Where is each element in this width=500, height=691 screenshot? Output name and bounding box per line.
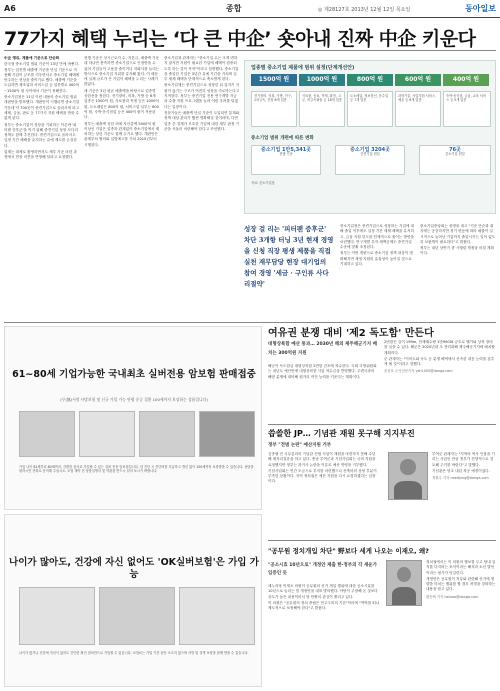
story-headline: 씁쓸한 JP… 기념관 재원 못구해 지지부진 (268, 429, 415, 438)
band-label: 600억 원 (395, 74, 441, 86)
ad-body: 가입 나이 61세부터 80세까지, 간편한 심사로 가입할 수 있는 실버 전용 암보험입니다. 암 진단 시 진단비를 지급하고 갱신 없이 100세까지 보장받을 수 있습니다. 상담을 원하시면 전화로 문의해 주십시오. 보험 계약 전 상품설명서 및 약관을 반드시 읽어 보시기 바랍니다. (19, 465, 254, 474)
story-2-body-a: 김종필 전 국무총리의 기념관 건립 사업이 재원을 마련하지 못해 수년째 제자리걸음을 하고 있다. 충남 부여군과 기념사업회는 국비 지원을 요청했지만 정부는 과거사 논란을 이유로 예산 반영을 거부했다. 기념사업회는 민간 모금으로 부지를 마련했으나 건축비의 상당 부분이 부족한 상황이다. 지역 정치권은 예산 지원을 다시 요청하겠다는 입장이다. (268, 452, 377, 484)
band-label: 800억 원 (347, 74, 393, 86)
article-column-2: 현행 기준은 상시근로자 수, 자본금, 매출액 가운데 하나만 충족하면 중소기업으로 인정받을 수 있어 기업들이 고용을 줄이거나 자회사를 늘리는 방식으로 중소기업 지위를 유지해 왔다. 이 때문에 실제 규모가 큰 기업이 혜택을 누리는 사례가 많았다. 새 기준은 3년 평균 매출액을 바탕으로 업종별 상한선을 정한다. 전기장비, 의복, 가방 등 6개 업종은 1500억 원, 식료품과 목재 등은 1000억 원, 도소매업은 800억 원, 서비스업 일부는 600억 원, 숙박·음식점업 등은 400억 원이 적용된다. 정부는 매출액 상한 외에 자산총액 5000억 원 이상인 기업은 업종과 관계없이 중소기업에서 제외하는 상한 기준도 함께 두기로 했다. 개편안은 관계부처 협의와 입법예고를 거쳐 2015년부터 시행된다. (84, 56, 160, 147)
byline: 황승택 기자 hstneo@donga.com (426, 594, 479, 599)
byline: 정원수 기자 needjung@donga.com (432, 476, 489, 481)
industry-box: 숙박·음식점, 금융, 교육 서비스 등 5개 업종 (443, 91, 491, 127)
industry-box: 과학기술, 사업지원 서비스, 예술 등 6개 업종 (395, 91, 441, 127)
story-subheadline: 정부 "전범 논란" 예산지원 거부 (268, 443, 332, 448)
ad-photo (99, 587, 175, 645)
figure-value: 76곳 (449, 147, 461, 153)
divider (268, 424, 496, 425)
industry-box: 식료품, 음료, 목재, 화학, 고무, 비금속광물 등 18개 업종 (299, 91, 345, 127)
band-label: 1500억 원 (251, 74, 297, 86)
main-headline: 77가지 혜택 누리는 ‘다 큰 中企’ 숏아내 진짜 中企 키운다 (4, 28, 476, 50)
figure-value: 중소기업 1만5,341곳 (260, 147, 312, 153)
story-2-body-b: 부여군 관계자는 "지역의 역사 인물을 기리는 사업인 만큼 정부가 전향적으로 검토해 주기를 바란다"고 말했다. 기념관은 당초 내년 착공 예정이었다. 정원수 기자 needjung@donga.com (432, 452, 495, 481)
byline: 윤상호 군사전문기자 ysh1005@donga.com (384, 369, 453, 374)
page-number: A6 (4, 4, 16, 13)
figure-box: 중소기업 3204곳 중견기업 편입 (335, 145, 405, 175)
ad-photo (139, 411, 195, 457)
ad-photo (19, 411, 75, 457)
band-label: 1000억 원 (299, 74, 345, 86)
industry-box: 도소매업, 정보통신, 운수업 등 7개 업종 (347, 91, 393, 127)
article-column-1: 中企 명위, 제품에 기준으로 단순화 한국형 중소기업 범위 기준이 13년 만에 바뀐다. 정부는 업종별 매출액 기준을 단일 기준으로 적용해 기업이 규모를 키우면서도 중소기업 혜택에 안주하는 현상을 줄이기로 했다. 매출액 기준을 도입하면 제조업과 서비스업 등 업종별로 400억~1500억 원 사이에서 기준이 정해진다. 중소기업청은 11일 이런 내용의 중소기업 범위 개편안을 발표했다. 개편안이 시행되면 중소기업 가운데 약 700곳이 중견기업으로 올라서게 되고 세제, 금융, 판로 등 77가지 지원 혜택을 받을 수 없게 된다. 정부는 중소기업이 성장을 기피하는 이른바 '피터팬 증후군'을 막기 위해 중견기업 성장 사다리 정책도 함께 추진한다. 중견기업으로 올라서도 일정 기간 혜택을 유지하는 유예 제도를 손질한다. 업계는 대체로 환영하면서도 세부 기준 마련 과정에서 현장 의견을 반영해 달라고 요청했다. (4, 56, 80, 160)
story-3-body-a: 새누리당 이재오 의원이 공무원의 선거 개입 행위에 대한 공소시효를 10년으로 늘리는 법 개정안을 대표 발의했다. 야당이 주장해 온 것보다 강도가 높은 내용이어서 당 안팎의 관심이 쏠리고 있다. 이 의원은 "공무원의 정치 중립은 민주주의의 기본"이라며 "여야를 떠나 제도적으로 보장해야 한다"고 밝혔다. (268, 584, 380, 611)
infographic-title: 업종별 중소기업 제품에 범위 설정(단계개선안) (251, 65, 355, 71)
figure-box: 76곳 중소기업 편입 (419, 145, 491, 175)
ad-photo (179, 587, 255, 645)
ad-body: 나이가 많거나 건강에 자신이 없어도 간단한 확인 절차만으로 가입할 수 있습니다. 보험료는 가입 기간 동안 오르지 않으며 사망 및 질병 보장을 함께 받을 수 있습니다. (19, 651, 249, 655)
divider (4, 322, 496, 323)
infographic (244, 60, 496, 214)
article-column-4: 중소기업청은 중견기업으로 성장하는 기업에 대해 졸업 이후에도 일정 기간 세제 혜택을 유지하고, 금융 지원 한도를 단계적으로 줄이는 방안을 마련했다. 연구개발 투자 세액공제도 중견기업 수준에 맞춰 조정된다. 정부는 이번 개편으로 중소기업 정책 대상이 명확해지면 재정 지원의 효율성이 높아질 것으로 기대하고 있다. (340, 224, 414, 267)
industry-box: 전기장비, 의복, 가방, 가구, 1차금속, 전장 6개 업종 (251, 91, 297, 127)
story-headline: "공무원 정치개입 차단" 野보다 세게 나오는 이재오, 왜? (268, 547, 429, 555)
story-1-body-a: 해군이 독도함급 대형상륙함 2번함 건조에 착수한다. 국회 국방위원회는 내년도 예산안에 대형상륙함 사업 착수금을 반영했다. 주변국과의 해양 분쟁에 대비해 원거리 작전 능력을 키운다는 계획이다. (268, 364, 377, 379)
story-subheadline: 대형상륙함 예산 통과… 2030년 해외 제주해군기지 배치는 300억원 지원 (268, 342, 378, 356)
article-column-3: 중소기업청 관계자는 "중소기업 수는 크게 변하지 않지만 지원이 필요한 기업에 혜택이 집중되도록 하는 것이 목적"이라고 설명했다. 중소기업을 졸업한 기업은 3년간 유예 기간을 거치며 일부 세제 혜택을 단계적으로 축소받게 된다. 중소기업계는 중견기업으로 성장한 뒤 갑자기 지원이 끊기는 구조가 여전히 성장을 가로막는다고 지적한다. 정부는 중견기업 전용 연구개발 자금과 수출 지원 프로그램을 늘려 이런 우려를 덜겠다는 입장이다. 전문가들은 매출액 단일 기준이 도입되면 통계와 정책 대상 관리가 훨씬 명확해질 것이라며, 다만 업종 간 경계가 모호한 기업에 대한 세부 판정 기준을 서둘러 마련해야 한다고 조언했다. (164, 56, 240, 131)
figure-box: 중소기업 1만5,341곳 현행 기준 (251, 145, 321, 175)
article-deck: 中企 명위, 제품에 기준으로 단순화 (4, 56, 60, 60)
divider (268, 540, 496, 541)
infographic-subtitle: 중소기업 범위 개편에 따른 변화 (251, 136, 314, 141)
pull-quote: 성장 걸 리는 '피터팬 증후군' 차단 3개항 터닝 3년 현재 경영을 신청 직장 평생 제품을 직접 실천 재무담당 현장 대기업의 참여 경영 '세금 · 구인류 사다리절약' (244, 225, 334, 288)
source-note: 자료: 중소기업청 (251, 181, 275, 185)
story-headline: 여유권 분쟁 대비 '제2 독도함' 만든다 (268, 328, 434, 339)
ad-headline: 61~80세 기업가능한 국내최초 실버전용 암보험 판매접중 (12, 369, 256, 380)
ad-photo (79, 411, 135, 457)
band-label: 400억 원 (443, 74, 489, 86)
newspaper-logo: 동아일보 (465, 3, 496, 13)
revenue-band (251, 74, 491, 86)
article-column-5: 중소기업중앙회는 성명을 내고 "기준 단순화 취지에는 공감하지만 경기 변동에 따라 매출이 일시적으로 늘어난 기업까지 졸업시키는 일이 없도록 보완책이 필요하다"고 밝혔다. 정부는 내년 상반기 중 시행령 개정을 마칠 계획이다. (420, 224, 496, 256)
issue-date: ◎ 제28127호 2013년 12월 12일 목요일 (318, 7, 411, 13)
change-figures (251, 145, 491, 209)
story-3-body-b: 정치권에서는 이 의원의 행보를 두고 당내 입지를 다지려는 포석이라는 해석과 소신 발언이라는 평가가 엇갈린다. 개정안은 공무원이 직무와 관련해 선거에 영향을 미치는 행위를 할 경우 처벌을 강화하는 내용을 담고 있다. 황승택 기자 hstneo@donga.com (426, 560, 496, 599)
figure-value: 중소기업 3204곳 (350, 147, 390, 153)
section-label: 종합 (226, 4, 242, 13)
portrait-photo (388, 452, 428, 500)
portrait-photo (386, 560, 422, 606)
page-header (0, 0, 500, 18)
ad-photo (19, 587, 95, 645)
ad-headline: 나이가 많아도, 건강에 자신 없어도 'OK실버보험'은 가입 가능 (9, 557, 259, 580)
divider (4, 50, 496, 51)
ad-photo (199, 411, 255, 457)
advertisement-silver (4, 514, 262, 687)
ad-subline: (무(無)서정 사망보험 및 신규 가입 가능 연령 중증 질환 100세까지 보장하는 상품입니다) (60, 397, 208, 402)
advertisement-insurance (4, 326, 262, 510)
story-1-body-b: 2번함은 길이 199m, 만재배수량 1만9000t 규모로 헬기와 상륙 장비를 실을 수 있다. 해군은 2020년대 초 전력화해 제주해군기지에 배치할 계획이다. 군 관계자는 "이어도와 독도 등 분쟁 해역에서 신속한 대응 능력을 갖추게 될 것"이라고 말했다. 윤상호 군사전문기자 ysh1005@donga.com (384, 340, 495, 374)
story-subheadline: "공소시효 10년으로" 개정안 제출 한·정부의 각 세운가 입증인 듯 (268, 563, 377, 576)
